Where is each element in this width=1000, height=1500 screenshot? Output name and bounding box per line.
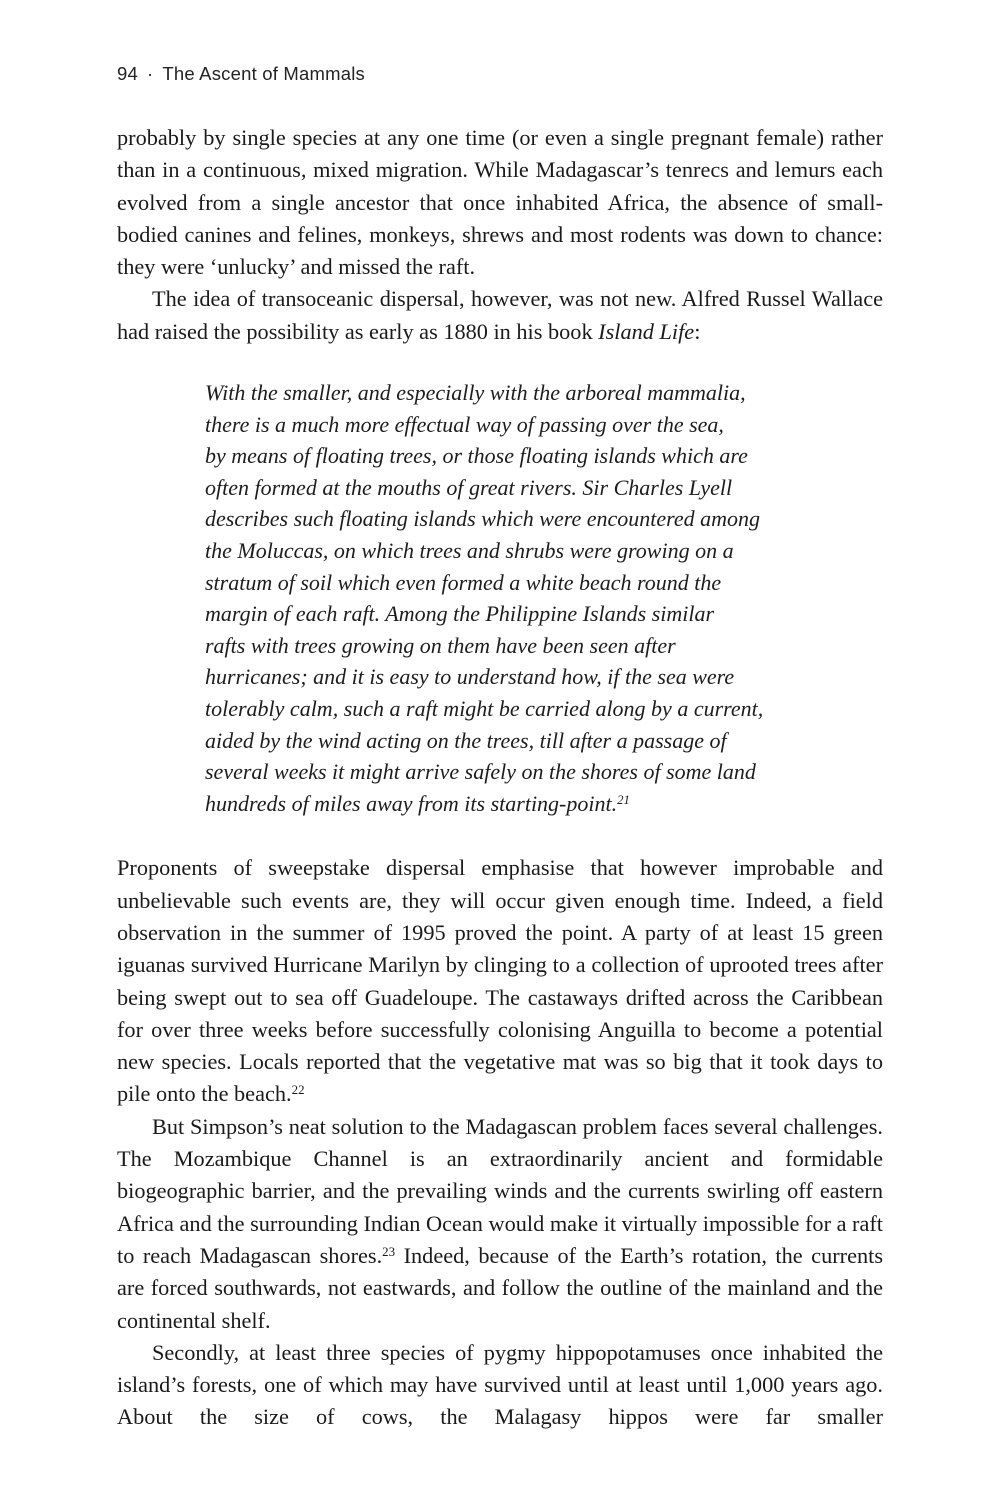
- text-run: Proponents of sweepstake dispersal emphasise that however improbable and unbelievable such events are, they will occur given enough time. Indeed, a field observation in the summer of 1995 proved the point. A party of at least 15 green iguanas survived Hurricane Marilyn by clinging to a collection of uprooted trees after being swept out to sea off Guadeloupe. The castaways drifted across the Caribbean for over three weeks before successfully colonising Anguilla to become a potential new species. Locals reported that the vegetative mat was so big that it took days to pile onto the beach.: [117, 855, 883, 1107]
- quote-line: [205, 788, 883, 820]
- text-run: probably by single species at any one time (or even a single pregnant female) rather than in a continuous, mixed migration. While Madagascar’s tenrecs and lemurs each evolved from a single ancestor that once inhabited Africa, the absence of small-bodied canines and felines, monkeys, shrews and most rodents was down to chance: they were ‘unlucky’ and missed the raft.: [117, 125, 883, 280]
- body-paragraph: [117, 283, 883, 348]
- text-run: :: [694, 318, 701, 344]
- text-run: aided by the wind acting on the trees, till after a passage of: [205, 727, 727, 753]
- footnote-reference: 23: [382, 1243, 396, 1259]
- body-paragraph: [117, 852, 883, 1110]
- body-column: [117, 122, 883, 1434]
- book-title: The Ascent of Mammals: [162, 63, 365, 84]
- text-run: margin of each raft. Among the Philippine Islands similar: [205, 601, 715, 627]
- text-run: hundreds of miles away from its starting-point.: [205, 790, 618, 816]
- italic-book-title: Island Life: [598, 318, 695, 344]
- quote-line: [205, 598, 883, 630]
- text-run: But Simpson’s neat solution to the Madagascan problem faces several challenges. The Mozambique Channel is an extraordinarily ancient and formidable biogeographic barrier, and the prevailing winds and the currents swirling off eastern Africa and the surrounding Indian Ocean would make it virtually impossible for a raft to reach Madagascan shores.: [117, 1113, 883, 1268]
- text-run: there is a much more effectual way of passing over the sea,: [205, 411, 724, 437]
- body-paragraph: [117, 1337, 883, 1434]
- text-run: The idea of transoceanic dispersal, however, was not new. Alfred Russel Wallace had raised the possibility as early as 1880 in his book: [117, 286, 883, 344]
- header-separator: ·: [146, 63, 154, 84]
- page-number: 94: [117, 63, 138, 84]
- quote-line: [205, 409, 883, 441]
- text-run: Secondly, at least three species of pygmy hippopotamuses once inhabited the island’s forests, one of which may have survived until at least until 1,000 years ago. About the size of cows, the Malagasy hippos were far smaller: [117, 1339, 883, 1430]
- block-quote: [205, 377, 883, 819]
- footnote-reference: 21: [617, 792, 630, 807]
- text-run: the Moluccas, on which trees and shrubs were growing on a: [205, 538, 734, 564]
- quote-line: [205, 756, 883, 788]
- quote-line: [205, 630, 883, 662]
- text-run: With the smaller, and especially with the arboreal mammalia,: [205, 380, 746, 406]
- text-run: hurricanes; and it is easy to understand how, if the sea were: [205, 664, 735, 690]
- text-run: rafts with trees growing on them have been seen after: [205, 632, 676, 658]
- quote-line: [205, 503, 883, 535]
- text-run: tolerably calm, such a raft might be carried along by a current,: [205, 696, 764, 722]
- quote-line: [205, 535, 883, 567]
- body-paragraph: [117, 1111, 883, 1337]
- footnote-reference: 22: [291, 1082, 305, 1098]
- text-run: often formed at the mouths of great rivers. Sir Charles Lyell: [205, 474, 733, 500]
- quote-line: [205, 440, 883, 472]
- quote-line: [205, 472, 883, 504]
- text-run: Indeed, because of the Earth’s rotation, the currents are forced southwards, not eastwards, and follow the outline of the mainland and the continental shelf.: [117, 1242, 883, 1333]
- text-run: stratum of soil which even formed a white beach round the: [205, 569, 722, 595]
- body-paragraph: [117, 122, 883, 283]
- quote-line: [205, 377, 883, 409]
- text-run: describes such floating islands which were encountered among: [205, 506, 761, 532]
- quote-line: [205, 725, 883, 757]
- quote-line: [205, 567, 883, 599]
- quote-line: [205, 661, 883, 693]
- running-header: [117, 63, 365, 85]
- text-run: by means of floating trees, or those floating islands which are: [205, 443, 748, 469]
- text-run: several weeks it might arrive safely on the shores of some land: [205, 759, 756, 785]
- quote-line: [205, 693, 883, 725]
